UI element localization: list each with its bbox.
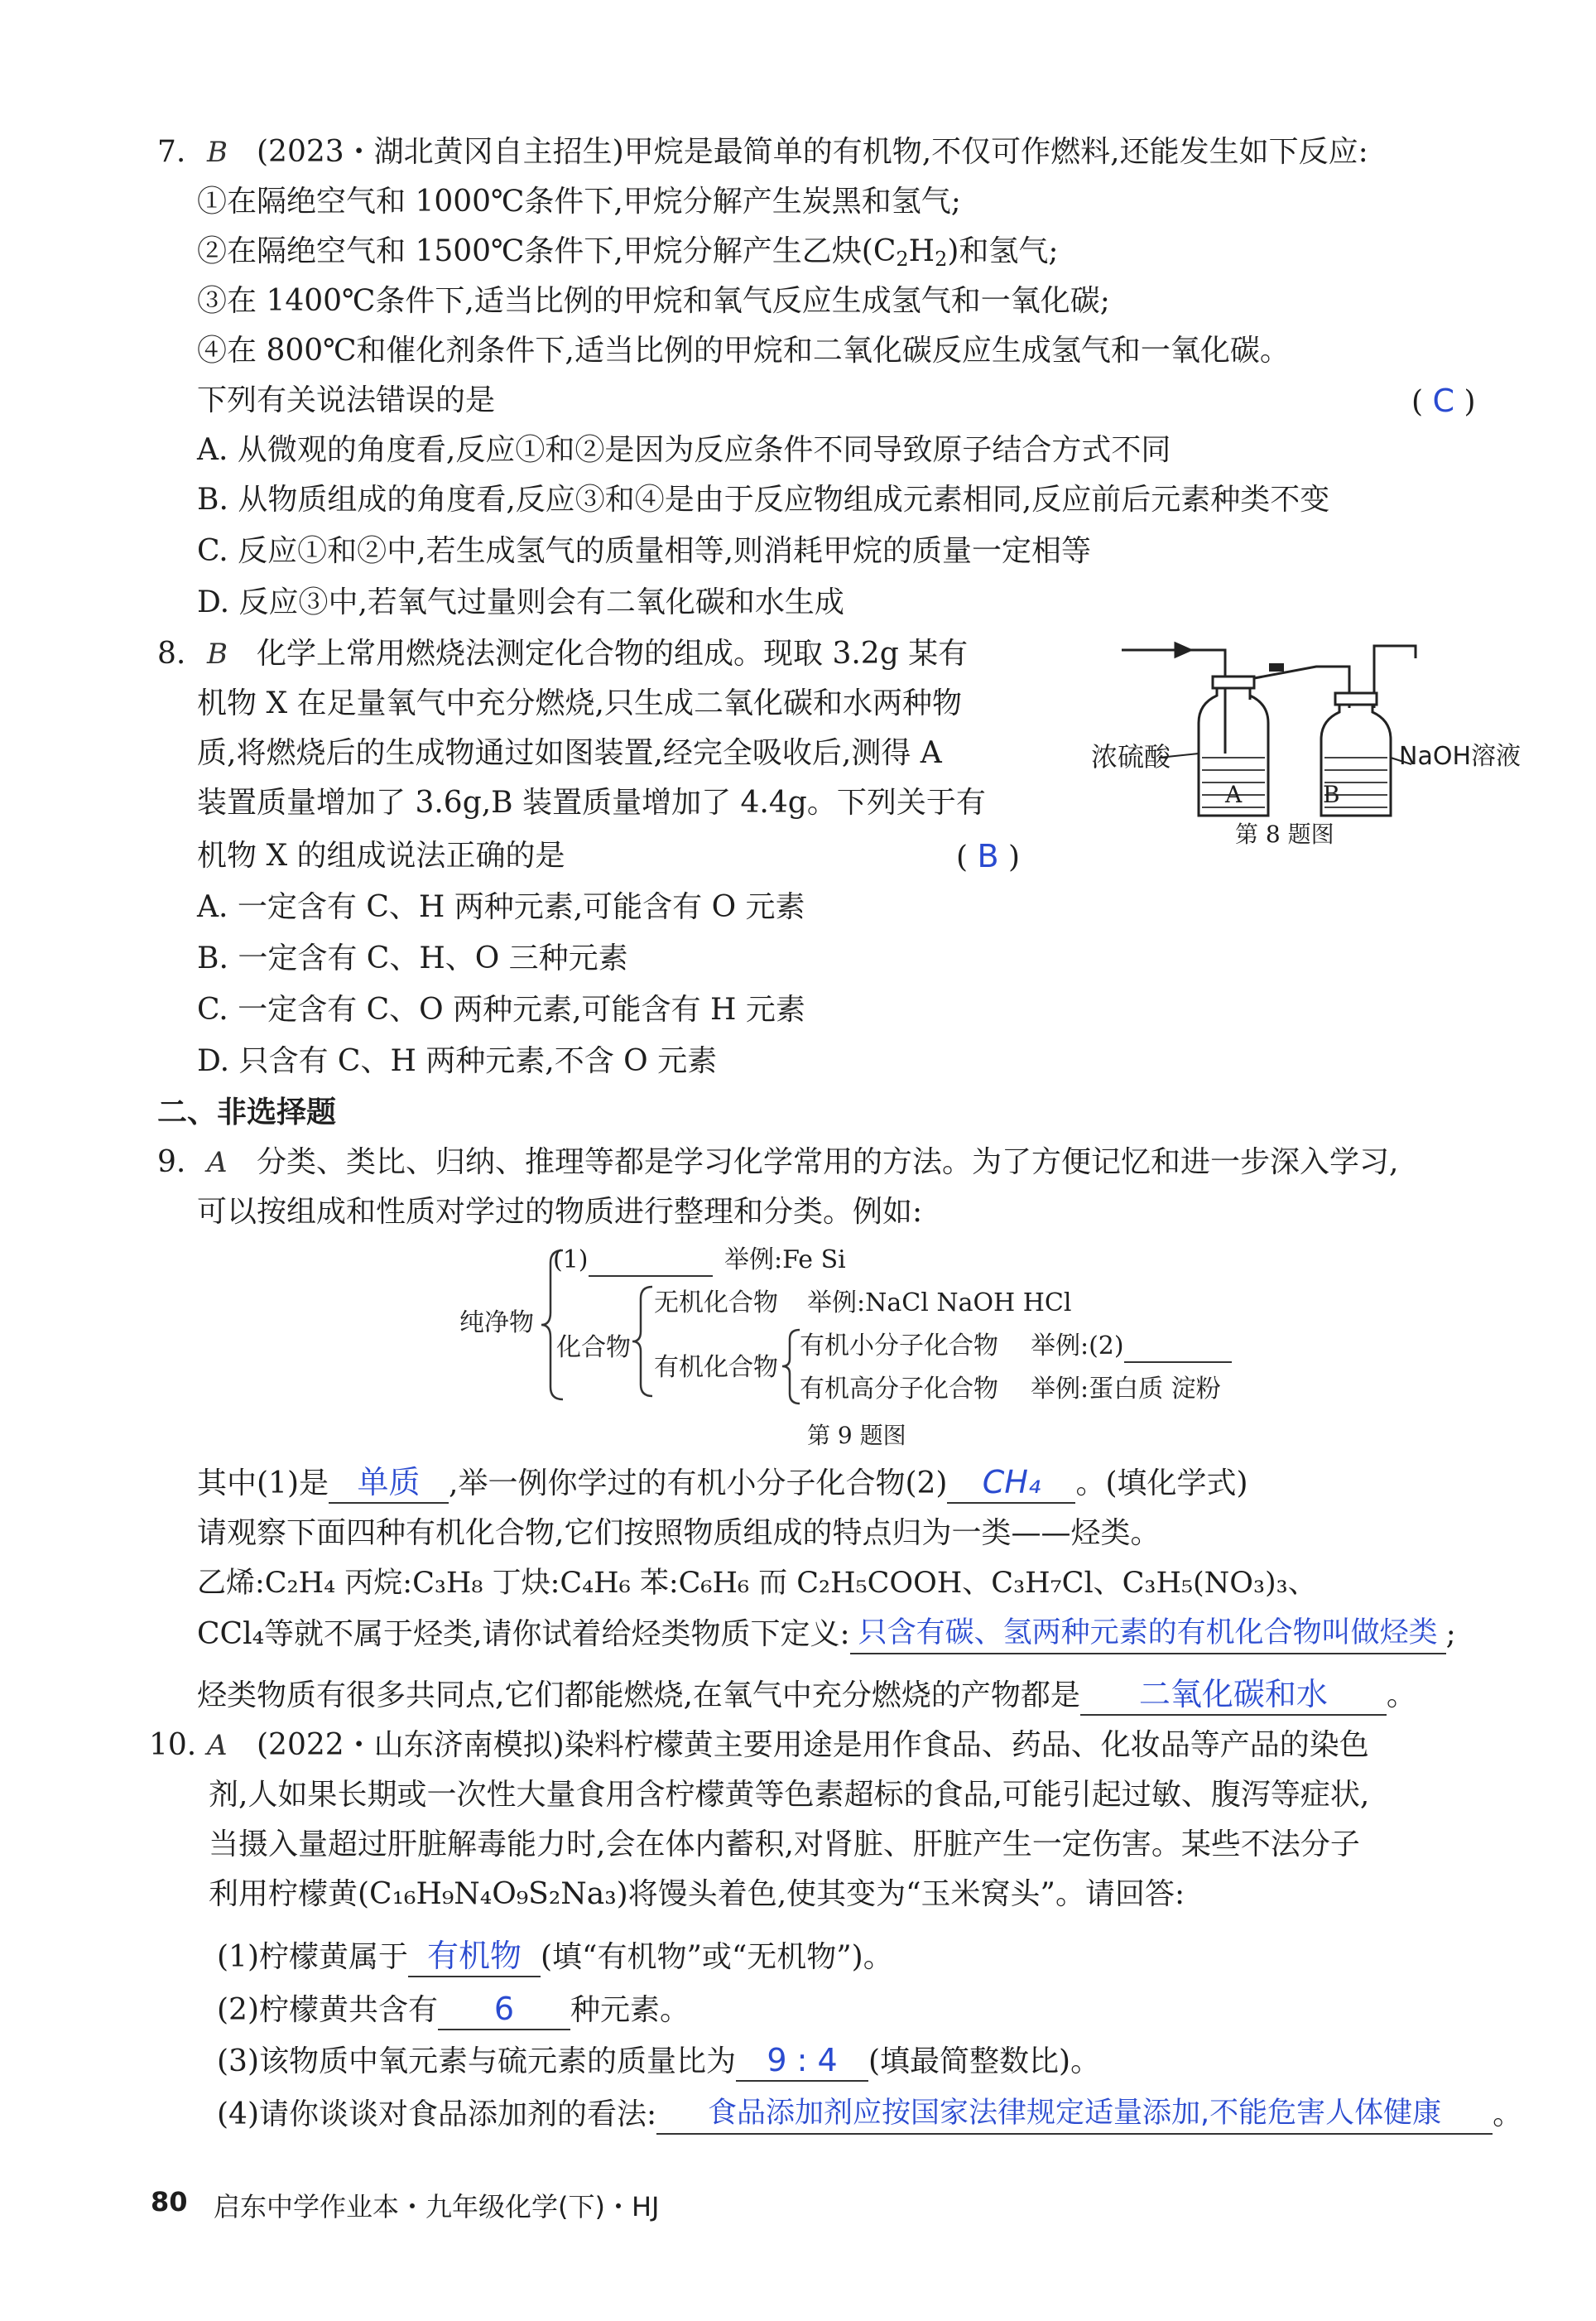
q9-line-3: 请观察下面四种有机化合物,它们按照物质组成的特点归为一类——烃类。 <box>197 1516 1161 1550</box>
q8-option-a: A. 一定含有 C、H 两种元素,可能含有 O 元素 <box>197 890 805 924</box>
q7-r2-text-a: ②在隔绝空气和 1500℃条件下,甲烷分解产生乙炔(C <box>197 234 897 268</box>
q9-answer-1: 单质 <box>357 1464 421 1500</box>
q9-line-5 <box>197 1615 1456 1654</box>
tree-inorganic-example: 举例:NaCl NaOH HCl <box>807 1288 1072 1317</box>
footer-title: 启东中学作业本・九年级化学(下)・HJ <box>214 2191 660 2222</box>
q7-header <box>157 132 1368 172</box>
q8-text-1: 化学上常用燃烧法测定化合物的组成。现取 3.2g 某有 <box>257 637 969 671</box>
q7-option-a: A. 从微观的角度看,反应①和②是因为反应条件不同导致原子结合方式不同 <box>197 433 1171 467</box>
q8-bottle-b-label: B <box>1323 781 1340 808</box>
q9-blank-2 <box>947 1466 1075 1504</box>
q8-line-1 <box>157 634 968 674</box>
q10-p1-text: (1)柠檬黄属于 <box>217 1940 408 1974</box>
q7-level: B <box>207 136 228 169</box>
q8-line-2: 机物 X 在足量氧气中充分燃烧,只生成二氧化碳和水两种物 <box>197 686 962 720</box>
q9-text-1: 分类、类比、归纳、推理等都是学习化学常用的方法。为了方便记忆和进一步深入学习, <box>257 1145 1399 1179</box>
q10-blank-4 <box>656 2097 1493 2135</box>
q7-r2-text-b: H <box>908 234 935 268</box>
q7-answer: C <box>1432 383 1455 419</box>
tree-b1-example: 举例:Fe Si <box>724 1245 846 1274</box>
tree-inorganic: 无机化合物 <box>654 1288 778 1317</box>
q9-line-2: 可以按组成和性质对学过的物质进行整理和分类。例如: <box>197 1195 923 1229</box>
q7-r2-sub2: 2 <box>935 248 948 271</box>
q8-option-b: B. 一定含有 C、H、O 三种元素 <box>197 941 628 975</box>
q10-part-3 <box>217 2042 1100 2082</box>
q9-blank-3 <box>850 1616 1446 1654</box>
tree-root: 纯净物 <box>459 1308 534 1337</box>
stopper-b <box>1335 693 1377 705</box>
q10-p1-end: (填“有机物”或“无机物”)。 <box>541 1940 893 1974</box>
q9-answer-line-1 <box>197 1464 1248 1504</box>
q8-line-4: 装置质量增加了 3.6g,B 装置质量增加了 4.4g。下列关于有 <box>197 786 986 820</box>
q10-p4-end: 。 <box>1493 2097 1523 2131</box>
q9-l5-text: CCl₄等就不属于烃类,请你试着给烃类物质下定义: <box>197 1617 850 1651</box>
q8-option-d: D. 只含有 C、H 两种元素,不含 O 元素 <box>197 1044 718 1078</box>
q9-level: A <box>207 1146 228 1179</box>
q7-source: (2023・湖北黄冈自主招生) <box>257 135 624 169</box>
tree-small-example-text: 举例:(2) <box>1031 1331 1124 1360</box>
q9-l6-end: 。 <box>1386 1678 1416 1712</box>
q10-blank-1 <box>408 1939 541 1977</box>
tree-small-molecule: 有机小分子化合物 <box>800 1331 998 1360</box>
tree-polymer: 有机高分子化合物 <box>800 1375 998 1404</box>
tree-organic: 有机化合物 <box>654 1353 778 1382</box>
q9-ans-text-b: ,举一例你学过的有机小分子化合物(2) <box>449 1466 948 1500</box>
q7-stem: 甲烷是最简单的有机物,不仅可作燃料,还能发生如下反应: <box>623 135 1368 169</box>
tree-b1-label: (1) <box>553 1245 589 1274</box>
q8-label-left: 浓硫酸 <box>1091 741 1171 773</box>
q9-blank-1 <box>329 1466 449 1504</box>
q10-level: A <box>207 1729 228 1762</box>
q8-answer: B <box>977 838 999 874</box>
q7-question: 下列有关说法错误的是 <box>197 383 496 417</box>
tree-small-blank <box>1124 1336 1232 1363</box>
q10-p2-text: (2)柠檬黄共含有 <box>217 1993 438 2027</box>
q9-line-1 <box>157 1143 1398 1182</box>
q8-figure-caption: 第 8 题图 <box>1235 821 1334 848</box>
q7-r2-sub1: 2 <box>896 248 909 271</box>
q10-part-4 <box>217 2095 1522 2135</box>
q10-line-1 <box>149 1726 1369 1765</box>
q10-p3-end: (填最简整数比)。 <box>868 2044 1101 2078</box>
tube-b-out <box>1374 646 1416 708</box>
q7-option-d: D. 反应③中,若氧气过量则会有二氧化碳和水生成 <box>197 585 844 619</box>
q10-part-2 <box>217 1991 690 2030</box>
q8-level: B <box>207 638 228 671</box>
q9-l6-text: 烃类物质有很多共同点,它们都能燃烧,在氧气中充分燃烧的产物都是 <box>197 1678 1080 1712</box>
q9-answer-3: 只含有碳、氢两种元素的有机化合物叫做烃类 <box>858 1616 1438 1649</box>
tree-b1-blank <box>589 1250 713 1277</box>
q7-option-c: C. 反应①和②中,若生成氢气的质量相等,则消耗甲烷的质量一定相等 <box>197 534 1092 568</box>
q10-number: 10. <box>149 1728 197 1762</box>
clamp <box>1269 663 1284 672</box>
q7-reaction-3: ③在 1400℃条件下,适当比例的甲烷和氧气反应生成氢气和一氧化碳; <box>197 284 1110 318</box>
q8-number: 8. <box>157 637 186 671</box>
q9-number: 9. <box>157 1145 186 1179</box>
q8-label-right: NaOH溶液 <box>1399 742 1521 771</box>
q9-line-4: 乙烯:C₂H₄ 丙烷:C₃H₈ 丁炔:C₄H₆ 苯:C₆H₆ 而 C₂H₅COOH、C₃H₇Cl、C₃H₅(NO₃)₃、 <box>197 1567 1317 1600</box>
q8-bottle-a-label: A <box>1225 781 1243 808</box>
q8-line-3: 质,将燃烧后的生成物通过如图装置,经完全吸收后,测得 A <box>197 736 942 770</box>
q7-r2-text-c: )和氢气; <box>947 234 1059 268</box>
q7-reaction-1: ①在隔绝空气和 1000℃条件下,甲烷分解产生炭黑和氢气; <box>197 185 961 219</box>
q7-option-b: B. 从物质组成的角度看,反应③和④是由于反应物组成元素相同,反应前后元素种类不变 <box>197 483 1330 517</box>
q8-option-c: C. 一定含有 C、O 两种元素,可能含有 H 元素 <box>197 993 805 1027</box>
q10-blank-2 <box>438 1992 570 2030</box>
q9-answer-2: CH₄ <box>982 1464 1041 1500</box>
q9-answer-4: 二氧化碳和水 <box>1138 1676 1328 1712</box>
q9-l5-end: ; <box>1445 1617 1456 1651</box>
page-number: 80 <box>151 2186 188 2217</box>
q10-p3-text: (3)该物质中氧元素与硫元素的质量比为 <box>217 2044 736 2078</box>
q7-number: 7. <box>157 135 186 169</box>
tree-branch-1 <box>553 1244 713 1277</box>
q10-source: (2022・山东济南模拟) <box>257 1728 565 1762</box>
q10-part-1 <box>217 1938 893 1977</box>
q10-blank-3 <box>736 2044 868 2082</box>
q9-figure-caption: 第 9 题图 <box>807 1422 906 1449</box>
q9-ans-text-c: 。(填化学式) <box>1075 1466 1248 1500</box>
tree-small-example <box>1031 1330 1232 1363</box>
q10-answer-2: 6 <box>493 1991 515 2027</box>
q7-reaction-4: ④在 800℃和催化剂条件下,适当比例的甲烷和二氧化碳反应生成氢气和一氧化碳。 <box>197 334 1290 368</box>
q10-text-1: 染料柠檬黄主要用途是用作食品、药品、化妆品等产品的染色 <box>564 1728 1369 1762</box>
q10-p2-end: 种元素。 <box>570 1993 690 2027</box>
q7-reaction-2 <box>197 232 1059 279</box>
q9-blank-4 <box>1080 1678 1387 1716</box>
q8-line-5: 机物 X 的组成说法正确的是 <box>197 839 565 873</box>
q10-line-3: 当摄入量超过肝脏解毒能力时,会在体内蓄积,对肾脏、肝脏产生一定伤害。某些不法分子 <box>209 1827 1360 1861</box>
q10-answer-1: 有机物 <box>426 1938 522 1974</box>
q9-line-6 <box>197 1676 1416 1716</box>
q9-ans-text-a: 其中(1)是 <box>197 1466 329 1500</box>
q8-answer-paren: ( B ) <box>956 838 1021 874</box>
tree-compound: 化合物 <box>556 1333 631 1362</box>
q10-answer-4: 食品添加剂应按国家法律规定适量添加,不能危害人体健康 <box>708 2097 1442 2130</box>
q10-p4-text: (4)请你谈谈对食品添加剂的看法: <box>217 2097 657 2131</box>
q10-line-2: 剂,人如果长期或一次性大量食用含柠檬黄等色素超标的食品,可能引起过敏、腹泻等症状, <box>209 1778 1370 1812</box>
inlet-arrowhead <box>1175 643 1190 657</box>
q10-answer-3: 9 : 4 <box>767 2042 838 2078</box>
section-2-heading: 二、非选择题 <box>157 1095 337 1129</box>
stopper-a <box>1213 677 1254 688</box>
q10-line-4: 利用柠檬黄(C₁₆H₉N₄O₉S₂Na₃)将馒头着色,使其变为“玉米窝头”。请回答: <box>209 1877 1185 1911</box>
tree-polymer-example: 举例:蛋白质 淀粉 <box>1031 1375 1221 1404</box>
q7-answer-paren: ( C ) <box>1411 383 1476 419</box>
